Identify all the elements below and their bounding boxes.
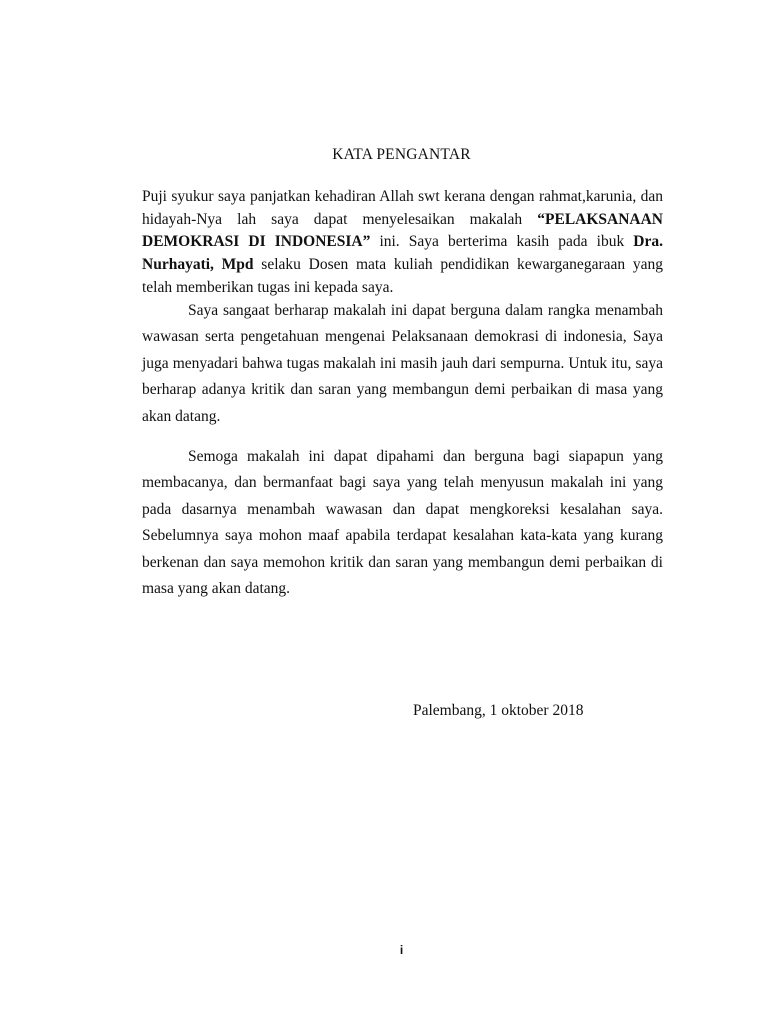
page-title: KATA PENGANTAR — [332, 146, 471, 163]
lecturer-name: Dra. Nurhayati, Mpd — [142, 233, 663, 274]
paragraph-intro-text-1: Puji syukur saya panjatkan kehadiran Allah swt kerana dengan rahmat,karunia, dan hidayah-Nya lah saya dapat menyelesaikan makalah — [142, 188, 663, 228]
paragraph-intro-text-3: selaku Dosen mata kuliah pendidikan kewarganegaraan yang telah memberikan tugas ini kepada saya. — [142, 256, 663, 296]
paragraph-closing: Semoga makalah ini dapat dipahami dan berguna bagi siapapun yang membacanya, dan bermanfaat bagi saya yang telah menyusun makalah ini yang pada dasarnya menambah wawasan dan dapat mengkoreksi kesalahan saya. Sebelumnya saya mohon maaf apabila terdapat kesalahan kata-kata yang kurang berkenan dan saya memohon kritik dan saran yang membangun demi perbaikan di masa yang akan datang. — [142, 448, 663, 598]
makalah-title: “PELAKSANAAN DEMOKRASI DI INDONESIA” — [142, 210, 663, 251]
paragraph-intro — [142, 186, 663, 300]
page-number: i — [399, 943, 404, 957]
paragraph-hope: Saya sangaat berharap makalah ini dapat berguna dalam rangka menambah wawasan serta pengetahuan mengenai Pelaksanaan demokrasi di indonesia, Saya juga menyadari bahwa tugas makalah ini masih jauh dari sempurna. Untuk itu, saya berharap adanya kritik dan saran yang membangun demi perbaikan di masa yang akan datang. — [142, 302, 663, 425]
paragraph-intro-text-2: ini. Saya berterima kasih pada ibuk — [370, 233, 634, 251]
place-date: Palembang, 1 oktober 2018 — [413, 702, 584, 719]
